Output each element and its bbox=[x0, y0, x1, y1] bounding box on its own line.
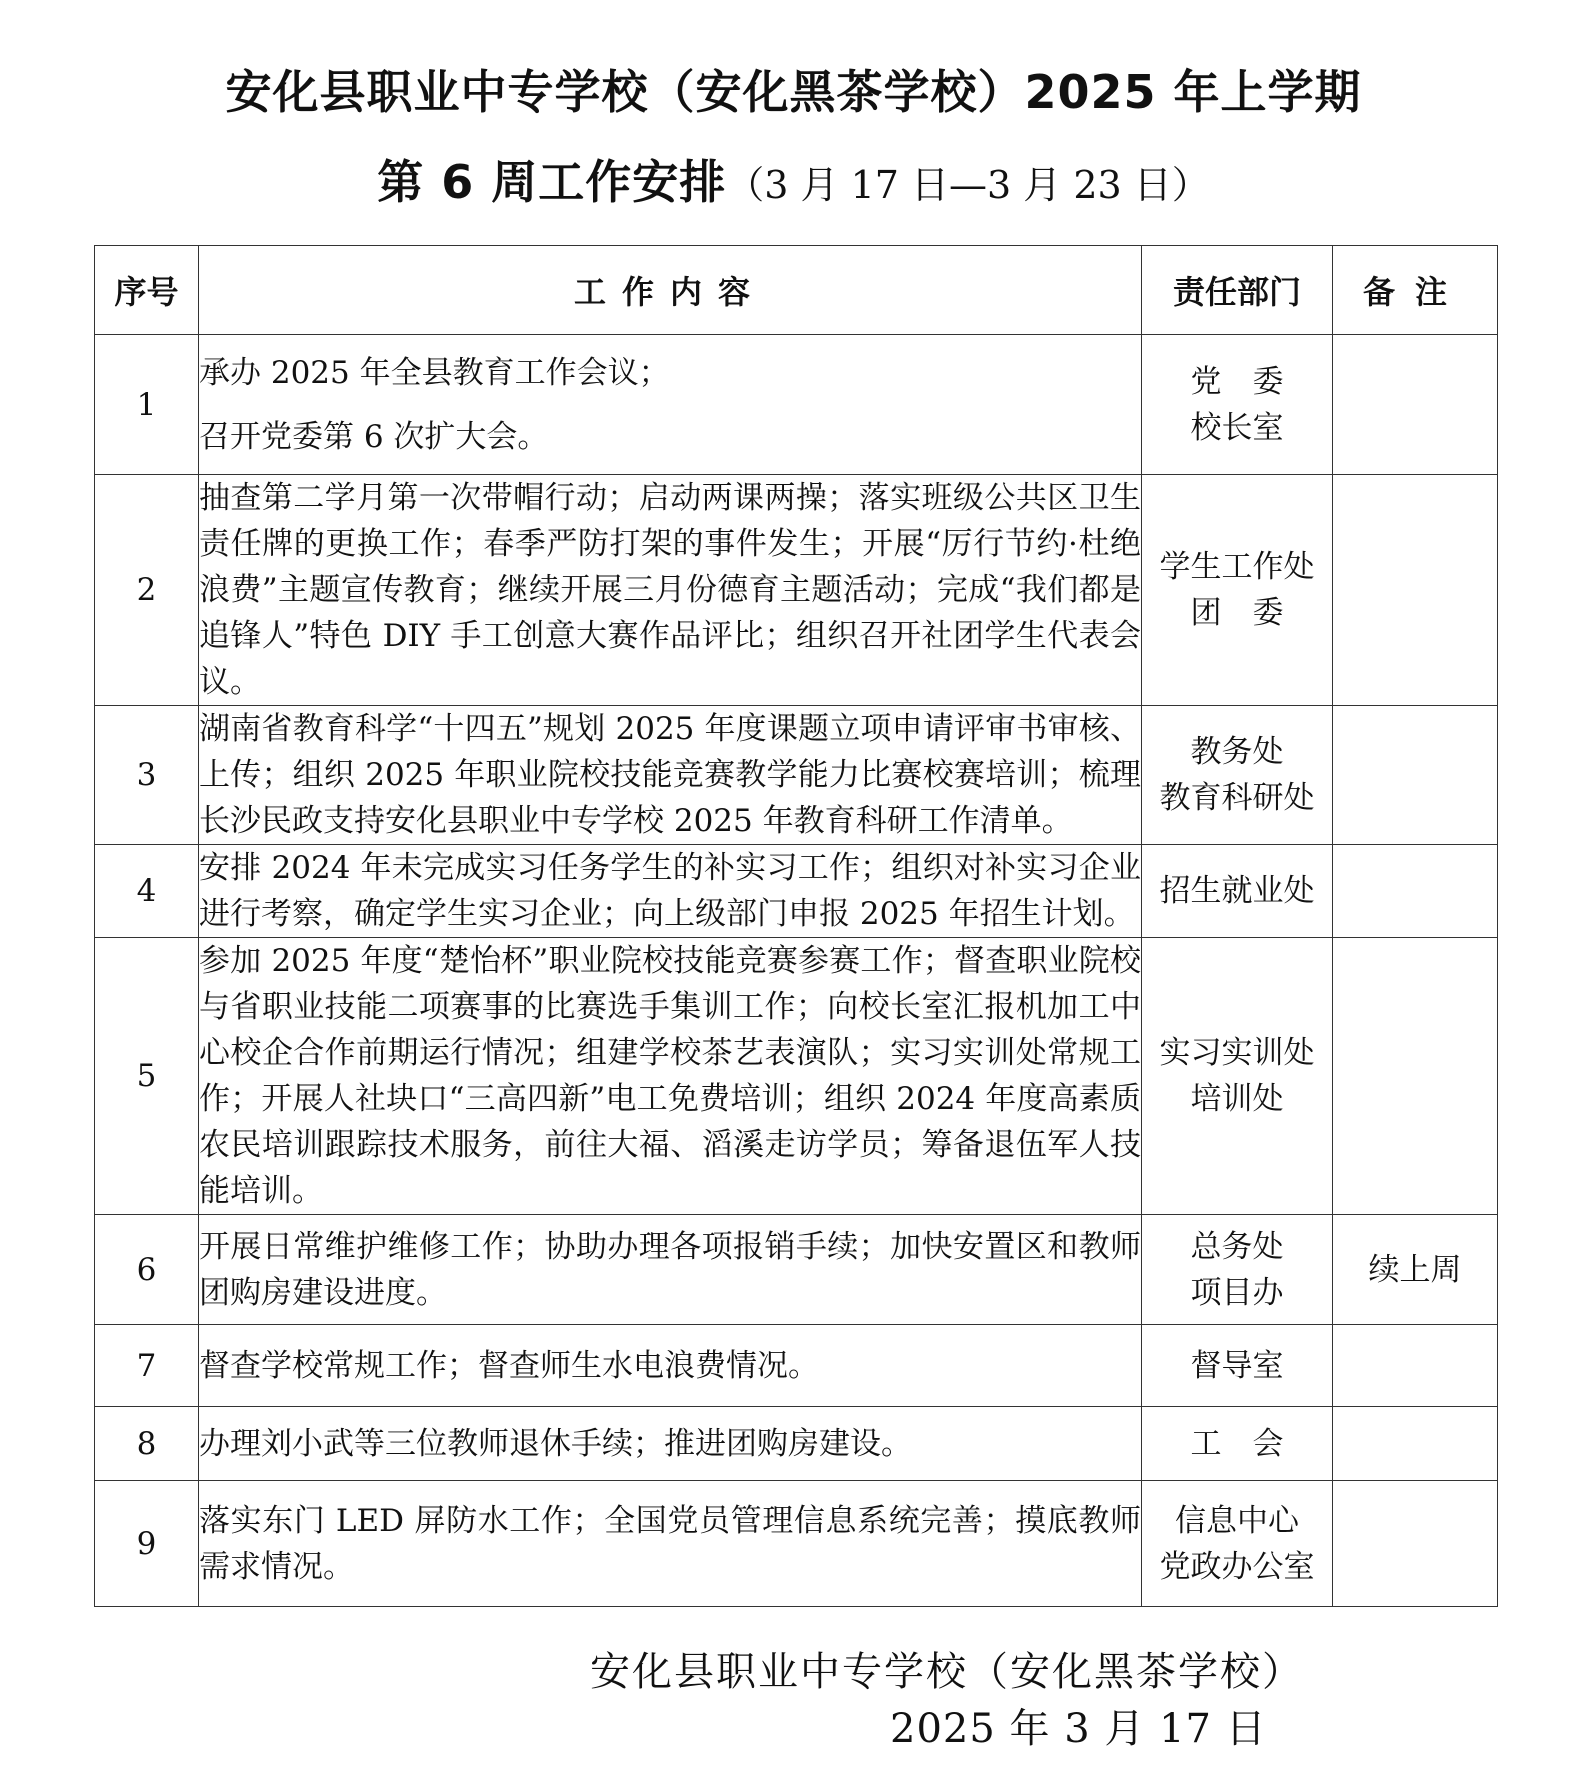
content-line: 湖南省教育科学“十四五”规划 2025 年度课题立项申请评审书审核、上传；组织 2025 年职业院校技能竞赛教学能力比赛校赛培训；梳理长沙民政支持安化县职业中专学校 2025 年教育科研工作清单。 bbox=[199, 711, 1141, 839]
table-row bbox=[95, 706, 1498, 845]
row-department bbox=[1142, 1407, 1333, 1481]
table-row bbox=[95, 335, 1498, 475]
content-line: 参加 2025 年度“楚怡杯”职业院校技能竞赛参赛工作；督查职业院校与省职业技能二项赛事的比赛选手集训工作；向校长室汇报机加工中心校企合作前期运行情况；组建学校茶艺表演队；实习实训处常规工作；开展人社块口“三高四新”电工免费培训；组织 2024 年度高素质农民培训跟踪技术服务，前往大福、滔溪走访学员；筹备退伍军人技能培训。 bbox=[199, 943, 1141, 1209]
content-line: 承办 2025 年全县教育工作会议； bbox=[199, 354, 670, 391]
document-subtitle bbox=[0, 146, 1587, 212]
table-row bbox=[95, 845, 1498, 938]
content-line: 办理刘小武等三位教师退休手续；推进团购房建设。 bbox=[199, 1425, 912, 1462]
department-name: 项目办 bbox=[1190, 1274, 1284, 1311]
header-department: 责任部门 bbox=[1142, 246, 1333, 335]
row-note bbox=[1333, 475, 1498, 706]
department-name: 教务处 bbox=[1190, 734, 1284, 770]
content-line: 开展日常维护维修工作；协助办理各项报销手续；加快安置区和教师团购房建设进度。 bbox=[199, 1228, 1141, 1311]
row-note bbox=[1333, 706, 1498, 845]
department-name: 督导室 bbox=[1190, 1347, 1284, 1384]
row-department bbox=[1142, 1481, 1333, 1607]
content-line: 安排 2024 年未完成实习任务学生的补实习工作；组织对补实习企业进行考察，确定学生实习企业；向上级部门申报 2025 年招生计划。 bbox=[199, 850, 1141, 932]
row-content bbox=[199, 475, 1142, 706]
department-name: 校长室 bbox=[1190, 409, 1284, 446]
header-content: 工作内容 bbox=[199, 246, 1142, 335]
row-department bbox=[1142, 706, 1333, 845]
row-number: 4 bbox=[95, 845, 199, 938]
department-name: 党政办公室 bbox=[1159, 1548, 1315, 1585]
row-content bbox=[199, 1325, 1142, 1407]
row-number: 2 bbox=[95, 475, 199, 706]
row-number: 7 bbox=[95, 1325, 199, 1407]
row-content bbox=[199, 1215, 1142, 1325]
department-name: 信息中心 bbox=[1175, 1502, 1299, 1539]
header-note: 备注 bbox=[1333, 246, 1498, 335]
row-department bbox=[1142, 845, 1333, 938]
department-name: 学生工作处 bbox=[1159, 549, 1315, 585]
row-note bbox=[1333, 938, 1498, 1215]
row-content bbox=[199, 1407, 1142, 1481]
row-note bbox=[1333, 1407, 1498, 1481]
row-note bbox=[1333, 1481, 1498, 1607]
table-row bbox=[95, 1481, 1498, 1607]
row-department bbox=[1142, 938, 1333, 1215]
table-header-row bbox=[95, 246, 1498, 335]
row-number: 3 bbox=[95, 706, 199, 845]
department-name: 总务处 bbox=[1190, 1228, 1284, 1265]
table-body bbox=[95, 335, 1498, 1607]
department-name: 团 委 bbox=[1190, 595, 1284, 631]
row-number: 5 bbox=[95, 938, 199, 1215]
department-name: 党 委 bbox=[1190, 363, 1284, 400]
department-name: 招生就业处 bbox=[1159, 873, 1315, 909]
table-row bbox=[95, 475, 1498, 706]
table-row bbox=[95, 1407, 1498, 1481]
department-name: 实习实训处 bbox=[1159, 1035, 1315, 1071]
row-note bbox=[1333, 1325, 1498, 1407]
footer-organization: 安化县职业中专学校（安化黑茶学校） bbox=[590, 1649, 1304, 1695]
week-label: 第 6 周工作安排 bbox=[377, 155, 727, 209]
row-note bbox=[1333, 845, 1498, 938]
row-department bbox=[1142, 1215, 1333, 1325]
content-line: 落实东门 LED 屏防水工作；全国党员管理信息系统完善；摸底教师需求情况。 bbox=[199, 1502, 1141, 1585]
row-department bbox=[1142, 1325, 1333, 1407]
row-content bbox=[199, 845, 1142, 938]
table-row bbox=[95, 1215, 1498, 1325]
row-note: 续上周 bbox=[1333, 1215, 1498, 1325]
row-department bbox=[1142, 475, 1333, 706]
table-row bbox=[95, 1325, 1498, 1407]
department-name: 教育科研处 bbox=[1159, 780, 1315, 816]
work-schedule-table bbox=[94, 245, 1498, 1607]
row-content bbox=[199, 1481, 1142, 1607]
row-number: 8 bbox=[95, 1407, 199, 1481]
header-number: 序号 bbox=[95, 246, 199, 335]
row-number: 6 bbox=[95, 1215, 199, 1325]
row-note bbox=[1333, 335, 1498, 475]
row-content bbox=[199, 706, 1142, 845]
row-number: 1 bbox=[95, 335, 199, 475]
row-department bbox=[1142, 335, 1333, 475]
row-number: 9 bbox=[95, 1481, 199, 1607]
document-title: 安化县职业中专学校（安化黑茶学校）2025 年上学期 bbox=[225, 65, 1362, 119]
footer-date: 2025 年 3 月 17 日 bbox=[890, 1706, 1267, 1752]
department-name: 工 会 bbox=[1190, 1425, 1284, 1462]
content-line: 抽查第二学月第一次带帽行动；启动两课两操；落实班级公共区卫生责任牌的更换工作；春季严防打架的事件发生；开展“厉行节约·杜绝浪费”主题宣传教育；继续开展三月份德育主题活动；完成“我们都是追锋人”特色 DIY 手工创意大赛作品评比；组织召开社团学生代表会议。 bbox=[199, 480, 1141, 700]
content-line: 督查学校常规工作；督查师生水电浪费情况。 bbox=[199, 1347, 819, 1384]
row-content bbox=[199, 938, 1142, 1215]
table-row bbox=[95, 938, 1498, 1215]
department-name: 培训处 bbox=[1190, 1081, 1284, 1117]
content-line: 召开党委第 6 次扩大会。 bbox=[199, 418, 549, 455]
date-range: （3 月 17 日—3 月 23 日） bbox=[726, 163, 1210, 207]
row-content bbox=[199, 335, 1142, 475]
